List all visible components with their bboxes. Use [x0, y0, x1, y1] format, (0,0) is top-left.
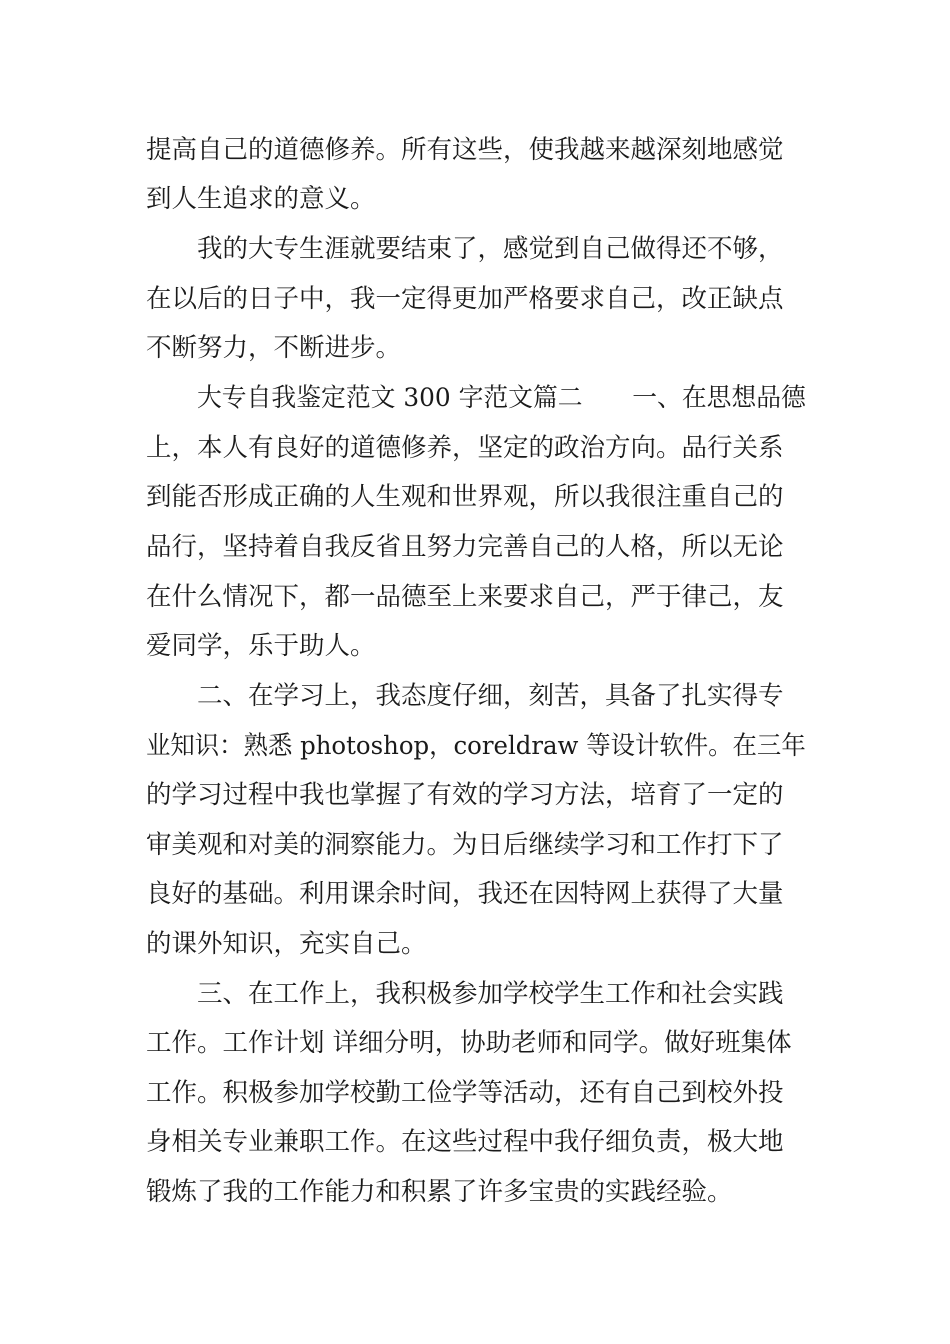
text-line: 品行，坚持着自我反省且努力完善自己的人格，所以无论 [146, 532, 784, 562]
text-line: 在什么情况下，都一品德至上来要求自己，严于律己，友 [146, 582, 784, 612]
text-line: 不断努力，不断进步。 [146, 333, 402, 363]
text-line: 爱同学，乐于助人。 [146, 631, 376, 661]
paragraph-first-line: 我的大专生涯就要结束了，感觉到自己做得还不够， [197, 234, 784, 264]
text-line: 的课外知识，充实自己。 [146, 929, 427, 959]
paragraph-first-line: 大专自我鉴定范文 300 字范文篇二 一、在思想品德 [197, 383, 806, 413]
text-line: 工作。工作计划 详细分明，协助老师和同学。做好班集体 [146, 1028, 792, 1058]
text-line: 到能否形成正确的人生观和世界观，所以我很注重自己的 [146, 482, 784, 512]
text-line: 在以后的日子中，我一定得更加严格要求自己，改正缺点 [146, 284, 784, 314]
text-line: 良好的基础。利用课余时间，我还在因特网上获得了大量 [146, 879, 784, 909]
text-line: 锻炼了我的工作能力和积累了许多宝贵的实践经验。 [146, 1177, 733, 1207]
text-line: 提高自己的道德修养。所有这些，使我越来越深刻地感觉 [146, 135, 784, 165]
text-line: 到人生追求的意义。 [146, 184, 376, 214]
text-line: 审美观和对美的洞察能力。为日后继续学习和工作打下了 [146, 830, 784, 860]
text-line: 的学习过程中我也掌握了有效的学习方法，培育了一定的 [146, 780, 784, 810]
paragraph-first-line: 二、在学习上，我态度仔细，刻苦，具备了扎实得专 [197, 681, 784, 711]
text-line: 业知识：熟悉 photoshop，coreldraw 等设计软件。在三年 [146, 731, 806, 761]
text-line: 身相关专业兼职工作。在这些过程中我仔细负责，极大地 [146, 1127, 784, 1157]
paragraph-first-line: 三、在工作上，我积极参加学校学生工作和社会实践 [197, 979, 784, 1009]
text-line: 上，本人有良好的道德修养，坚定的政治方向。品行关系 [146, 433, 784, 463]
text-line: 工作。积极参加学校勤工俭学等活动，还有自己到校外投 [146, 1078, 784, 1108]
